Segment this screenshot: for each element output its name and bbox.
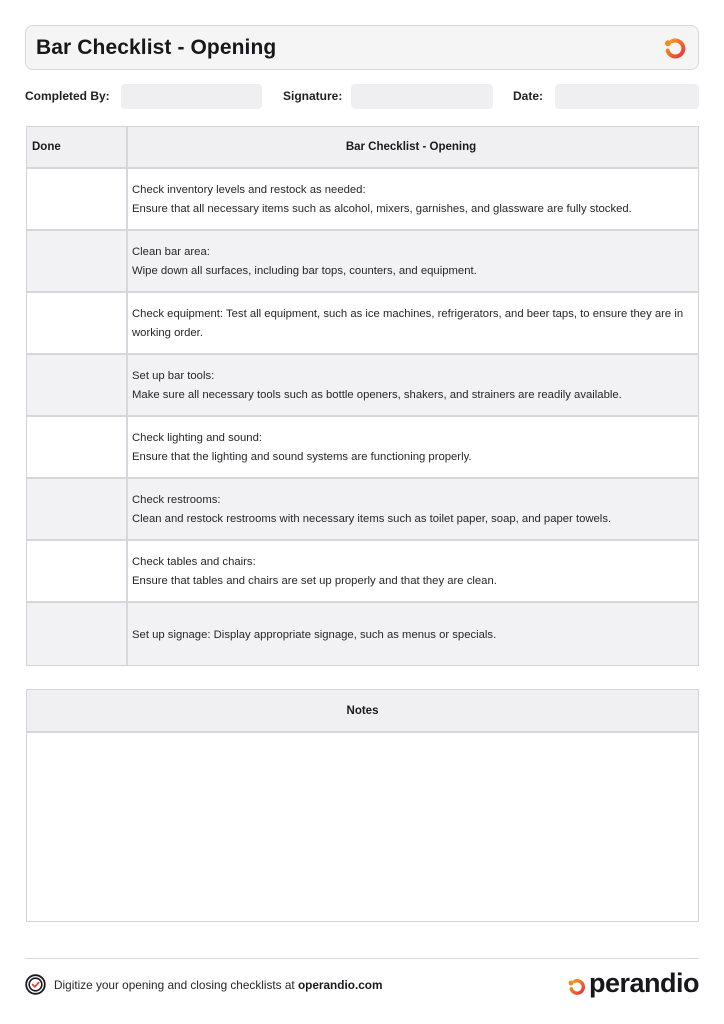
- task-detail: Clean and restock restrooms with necessary items such as toilet paper, soap, and paper towels.: [132, 513, 612, 525]
- page-title: Bar Checklist - Opening: [36, 35, 277, 59]
- task-detail: Ensure that all necessary items such as alcohol, mixers, garnishes, and glassware are fully stocked.: [132, 203, 632, 215]
- signature-label: Signature:: [283, 89, 343, 103]
- table-row: [27, 479, 698, 541]
- footer-divider: [25, 958, 699, 959]
- done-checkbox-cell[interactable]: [27, 479, 128, 539]
- table-row: [27, 169, 698, 231]
- column-header-done: Done: [27, 127, 128, 167]
- done-checkbox-cell[interactable]: [27, 293, 128, 353]
- date-label: Date:: [513, 89, 544, 103]
- date-field[interactable]: [555, 84, 699, 109]
- footer-cta-link[interactable]: operandio.com: [297, 977, 383, 992]
- table-header-row: [27, 127, 698, 169]
- completed-by-label: Completed By:: [25, 89, 110, 103]
- task-cell: [128, 293, 698, 353]
- table-row: [27, 293, 698, 355]
- task-title: Check lighting and sound:: [132, 432, 263, 444]
- table-row: [27, 417, 698, 479]
- task-cell: [128, 231, 698, 291]
- title-bar: [25, 25, 699, 70]
- task-title: Clean bar area:: [132, 246, 210, 258]
- operandio-logo-icon: [662, 35, 688, 61]
- column-header-task: Bar Checklist - Opening: [345, 140, 477, 153]
- completed-by-field[interactable]: [121, 84, 262, 109]
- footer-cta-text: [54, 978, 383, 992]
- task-cell: [128, 355, 698, 415]
- task-title: Check restrooms:: [132, 494, 221, 506]
- task-cell: [128, 541, 698, 601]
- task-title: Check equipment: Test all equipment, such as ice machines, refrigerators, and beer taps, to ensure they are in working order.: [132, 308, 684, 339]
- footer-cta: [25, 974, 383, 995]
- meta-row: [25, 84, 699, 109]
- done-checkbox-cell[interactable]: [27, 417, 128, 477]
- table-row: [27, 603, 698, 665]
- done-checkbox-cell[interactable]: [27, 541, 128, 601]
- notes-section: [26, 689, 699, 922]
- task-detail: Wipe down all surfaces, including bar tops, counters, and equipment.: [132, 265, 477, 277]
- notes-header: Notes: [27, 690, 698, 733]
- done-checkbox-cell[interactable]: [27, 355, 128, 415]
- table-row: [27, 355, 698, 417]
- notes-field[interactable]: [27, 733, 698, 921]
- task-cell: [128, 169, 698, 229]
- task-detail: Ensure that the lighting and sound systems are functioning properly.: [132, 451, 472, 463]
- task-cell: [128, 603, 698, 665]
- done-checkbox-cell[interactable]: [27, 603, 128, 665]
- task-cell: [128, 417, 698, 477]
- done-checkbox-cell[interactable]: [27, 231, 128, 291]
- operandio-brand-logo: [566, 968, 699, 999]
- operandio-o-icon: [566, 975, 588, 997]
- footer-cta-prefix: Digitize your opening and closing checklists at: [54, 977, 298, 992]
- task-title: Set up signage: Display appropriate signage, such as menus or specials.: [132, 628, 497, 641]
- check-circle-icon: [25, 974, 46, 995]
- task-title: Check tables and chairs:: [132, 556, 256, 568]
- task-title: Set up bar tools:: [132, 370, 215, 382]
- checklist-table: [26, 126, 699, 666]
- brand-wordmark: perandio: [588, 968, 699, 998]
- table-row: [27, 231, 698, 293]
- task-cell: [128, 479, 698, 539]
- task-detail: Ensure that tables and chairs are set up properly and that they are clean.: [132, 575, 497, 587]
- table-row: [27, 541, 698, 603]
- task-title: Check inventory levels and restock as needed:: [132, 184, 366, 196]
- task-detail: Make sure all necessary tools such as bottle openers, shakers, and strainers are readily available.: [132, 389, 622, 401]
- done-checkbox-cell[interactable]: [27, 169, 128, 229]
- signature-field[interactable]: [351, 84, 493, 109]
